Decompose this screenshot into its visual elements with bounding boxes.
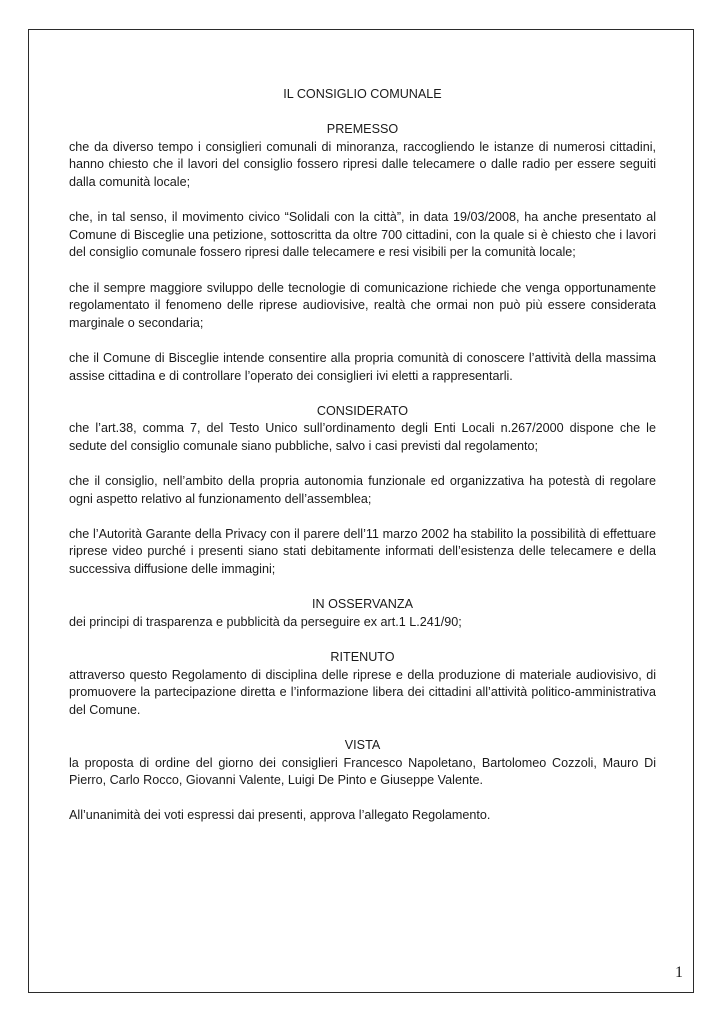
section-considerato [69,403,656,579]
closing-statement: All’unanimità dei voti espressi dai presenti, approva l’allegato Regolamento. [69,808,491,823]
paragraph: che, in tal senso, il movimento civico “Solidali con la città”, in data 19/03/2008, ha anche presentato al Comune di Bisceglie una petizione, sottoscritta da oltre 700 cittadini, con la quale si è chiesto che i lavori del consiglio comunale fossero ripresi dalle telecamere e resi visibili per la comunità locale; [69,210,656,260]
paragraph: che da diverso tempo i consiglieri comunali di minoranza, raccogliendo le istanze di numerosi cittadini, hanno chiesto che il lavori del consiglio fossero ripresi dalle telecamere o dalle radio per essere seguiti dalla comunità locale; [69,139,656,189]
paragraph: che il sempre maggiore sviluppo delle tecnologie di comunicazione richiede che venga opportunamente regolamentato il fenomeno delle riprese audiovisive, realtà che ormai non può più essere considerata marginale o secondaria; [69,280,656,330]
paragraph: dei principi di trasparenza e pubblicità da perseguire ex art.1 L.241/90; [69,614,462,629]
section-heading-ritenuto: RITENUTO [330,650,395,664]
section-ritenuto [69,649,656,719]
paragraph: la proposta di ordine del giorno dei consiglieri Francesco Napoletano, Bartolomeo Cozzoli, Mauro Di Pierro, Carlo Rocco, Giovanni Valente, Luigi De Pinto e Giuseppe Valente. [69,755,656,788]
section-vista [69,737,656,790]
paragraph: che l’art.38, comma 7, del Testo Unico sull’ordinamento degli Enti Locali n.267/2000 dispone che le sedute del consiglio comunale siano pubbliche, salvo i casi previsti dal regolamento; [69,421,656,453]
section-heading-premesso: PREMESSO [326,122,399,137]
paragraph: che il consiglio, nell’ambito della propria autonomia funzionale ed organizzativa ha potestà di regolare ogni aspetto relativo al funzionamento dell’assemblea; [69,474,656,506]
paragraph: che il Comune di Bisceglie intende consentire alla propria comunità di conoscere l’attività della massima assise cittadina e di controllare l’operato dei consiglieri ivi eletti a rappresentarli. [69,350,656,383]
section-heading-vista: VISTA [344,737,381,752]
paragraph: attraverso questo Regolamento di disciplina delle riprese e della produzione di materiale audiovisivo, di promuovere la partecipazione diretta e l’informazione libera dei cittadini all’attività politico-amministrativa del Comune. [69,667,656,717]
section-heading-considerato: CONSIDERATO [316,403,409,418]
section-heading-in-osservanza: IN OSSERVANZA [311,597,413,612]
section-premesso [69,121,656,385]
section-in-osservanza [69,596,656,631]
paragraph: che l’Autorità Garante della Privacy con il parere dell’11 marzo 2002 ha stabilito la possibilità di effettuare riprese video purché i presenti siano stati debitamente informati dell’esistenza delle telecamere e della successiva diffusione delle immagini; [69,526,656,577]
page-number: 1 [675,964,683,981]
document-body [69,86,656,843]
document-title: IL CONSIGLIO COMUNALE [283,87,442,101]
